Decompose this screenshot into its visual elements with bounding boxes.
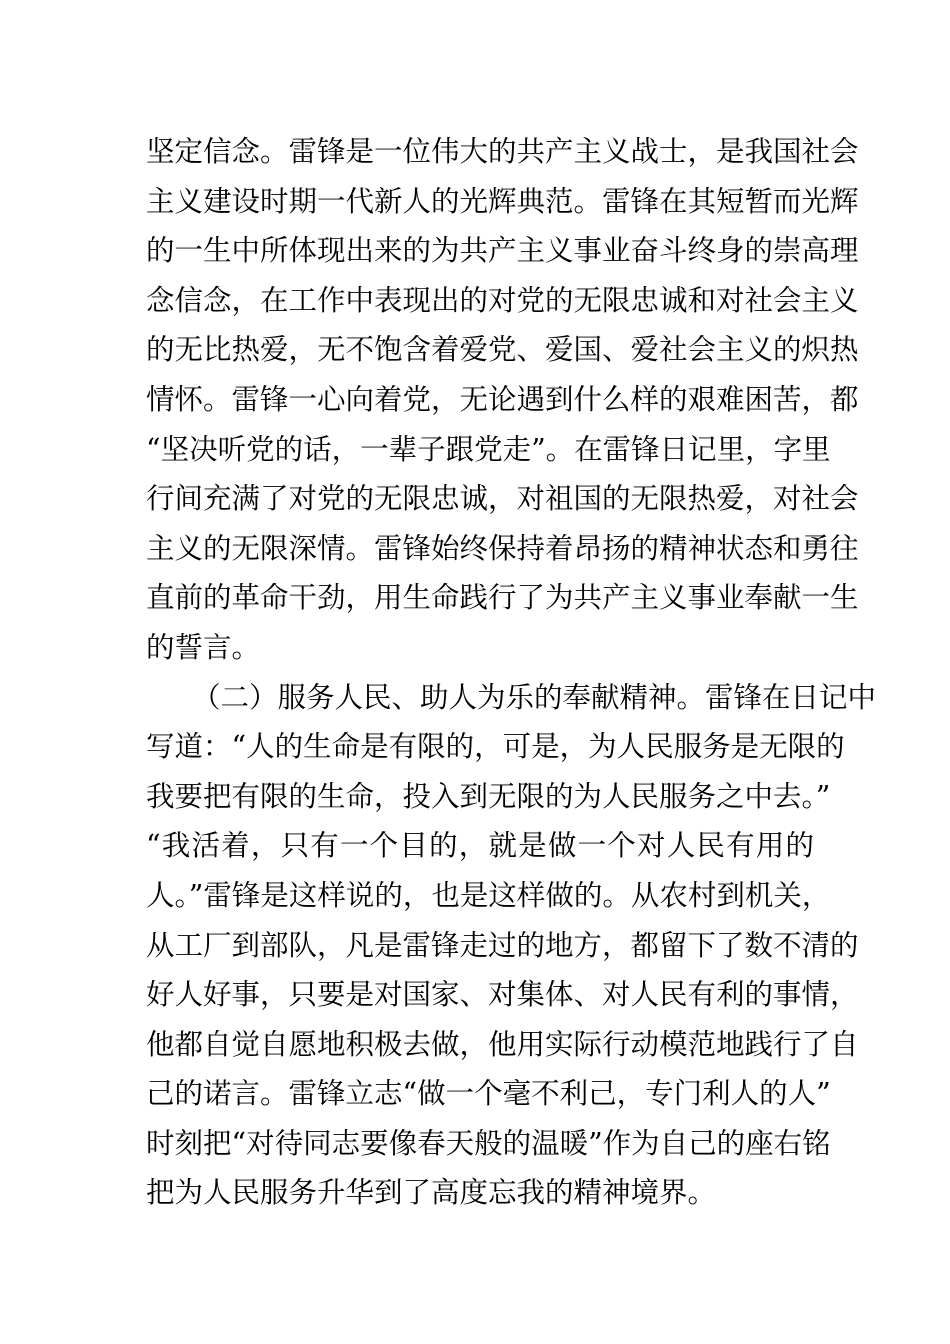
text-line: 把为人民服务升华到了高度忘我的精神境界。 — [146, 1176, 717, 1210]
text-line: （二）服务人民、助人为乐的奉献精神。雷锋在日记中 — [192, 680, 877, 714]
document-body — [146, 127, 877, 1218]
text-line: 人。”雷锋是这样说的，也是这样做的。从农村到机关， — [146, 878, 831, 912]
paragraph-1 — [146, 127, 859, 673]
text-line: 好人好事，只要是对国家、对集体、对人民有利的事情， — [146, 978, 859, 1012]
text-line: 我要把有限的生命，投入到无限的为人民服务之中去。” — [146, 779, 831, 813]
text-line: 念信念，在工作中表现出的对党的无限忠诚和对社会主义 — [146, 283, 859, 317]
text-line: 他都自觉自愿地积极去做，他用实际行动模范地践行了自 — [146, 1027, 859, 1061]
paragraph-2 — [146, 673, 877, 1219]
text-line: 的一生中所体现出来的为共产主义事业奋斗终身的崇高理 — [146, 234, 859, 268]
text-line: 情怀。雷锋一心向着党，无论遇到什么样的艰难困苦，都 — [146, 382, 859, 416]
text-line: 的誓言。 — [146, 630, 261, 664]
text-line: 时刻把“对待同志要像春天般的温暖”作为自己的座右铭 — [146, 1126, 831, 1160]
text-line: 主义的无限深情。雷锋始终保持着昂扬的精神状态和勇往 — [146, 531, 859, 565]
text-line: “坚决听党的话，一辈子跟党走”。在雷锋日记里，字里 — [146, 432, 831, 466]
text-line: 坚定信念。雷锋是一位伟大的共产主义战士，是我国社会 — [146, 135, 859, 168]
text-line: 直前的革命干劲，用生命践行了为共产主义事业奉献一生 — [146, 581, 859, 615]
text-line: “我活着，只有一个目的，就是做一个对人民有用的 — [146, 829, 814, 863]
text-line: 从工厂到部队，凡是雷锋走过的地方，都留下了数不清的 — [146, 928, 859, 962]
text-line: 己的诺言。雷锋立志“做一个毫不利己，专门利人的人” — [146, 1077, 831, 1111]
text-line: 的无比热爱，无不饱含着爱党、爱国、爱社会主义的炽热 — [146, 333, 859, 367]
text-line: 行间充满了对党的无限忠诚，对祖国的无限热爱，对社会 — [146, 482, 859, 516]
text-line: 写道：“人的生命是有限的，可是，为人民服务是无限的 — [146, 730, 845, 764]
text-line: 主义建设时期一代新人的光辉典范。雷锋在其短暂而光辉 — [146, 184, 859, 218]
